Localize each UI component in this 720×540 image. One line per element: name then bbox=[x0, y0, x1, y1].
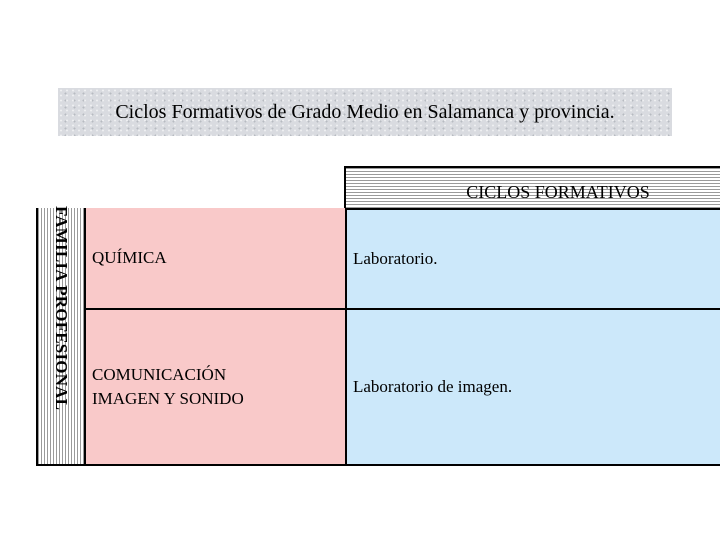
familia-cell-comunicacion bbox=[86, 310, 345, 466]
familia-cell-quimica bbox=[86, 208, 345, 310]
familia-label: QUÍMICA bbox=[92, 248, 167, 267]
familia-label-line-1: COMUNICACIÓN bbox=[92, 365, 227, 384]
ciclo-cell-laboratorio-imagen bbox=[345, 310, 720, 466]
ciclo-cell-laboratorio bbox=[345, 208, 720, 310]
familia-profesional-header-label: FAMILIA PROFESIONAL bbox=[52, 206, 71, 411]
familia-label-line-2: IMAGEN Y SONIDO bbox=[92, 389, 244, 408]
familia-label-stack bbox=[92, 363, 244, 411]
ciclo-label: Laboratorio de imagen. bbox=[353, 377, 513, 396]
ciclo-label: Laboratorio. bbox=[353, 249, 438, 268]
page-title: Ciclos Formativos de Grado Medio en Salamanca y provincia. bbox=[115, 100, 615, 123]
ciclos-formativos-header-label: CICLOS FORMATIVOS bbox=[466, 181, 650, 202]
ciclos-formativos-header bbox=[344, 166, 720, 208]
title-banner bbox=[58, 88, 672, 136]
familia-profesional-header bbox=[36, 208, 86, 466]
